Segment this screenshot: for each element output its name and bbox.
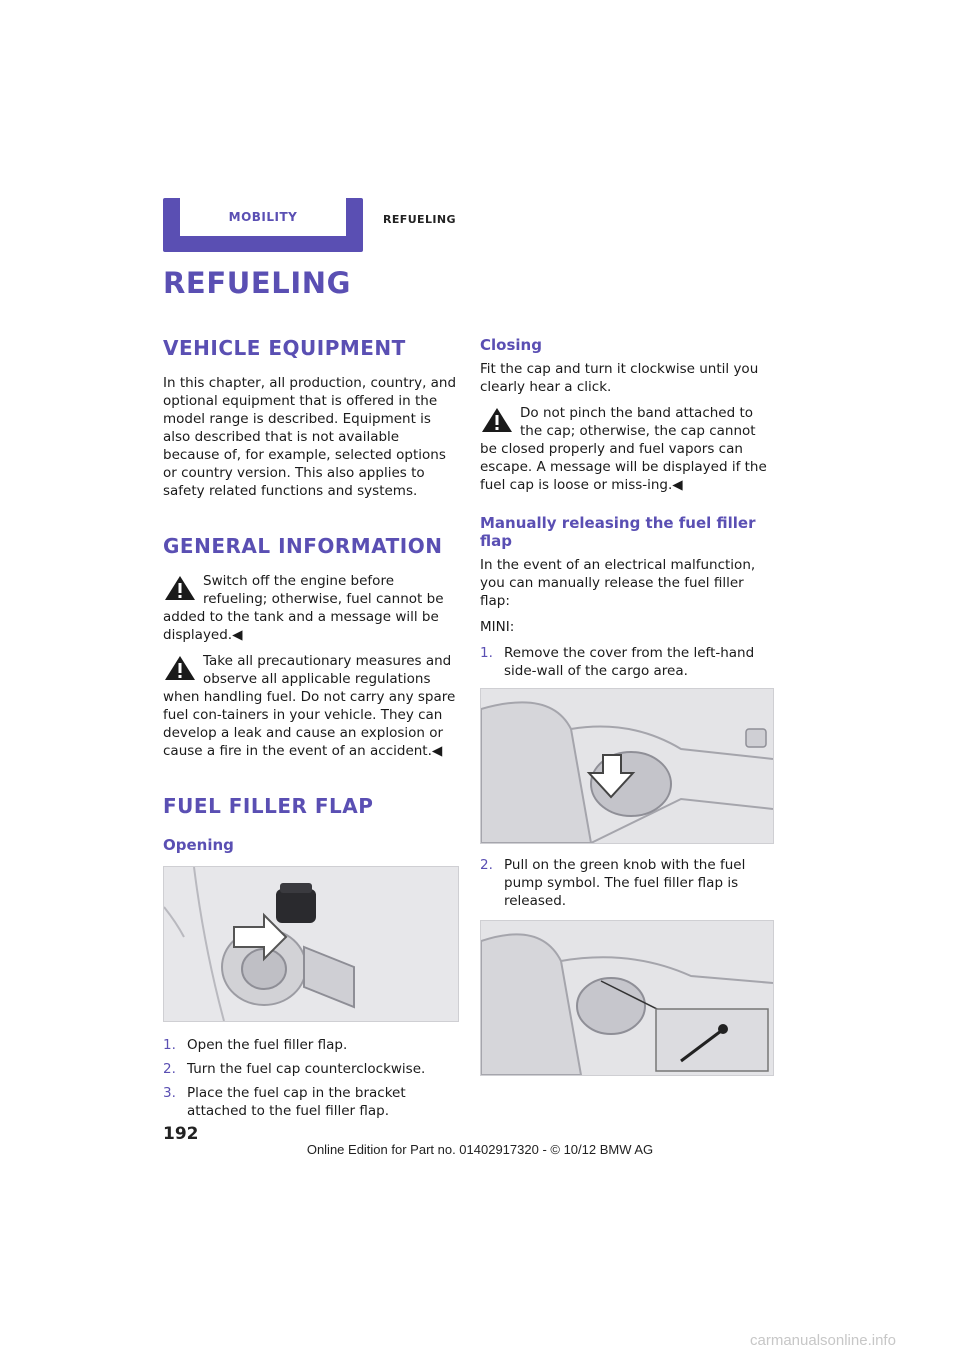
closing-text: Fit the cap and turn it clockwise until you clearly hear a click. [480,361,759,395]
general-information-heading: GENERAL INFORMATION [163,534,443,558]
list-item: 2. Pull on the green knob with the fuel pump symbol. The fuel filler flap is released. [480,857,746,909]
manual-release-intro: In the event of an electrical malfunction, you can manually release the fuel filler flap: [480,557,756,609]
release-steps-2 [480,856,776,910]
chapter-label: REFUELING [383,213,456,226]
warning-triangle-icon [480,406,514,434]
release-knob-illustration [480,920,774,1076]
footer-text: Online Edition for Part no. 01402917320 - © 10/12 BMW AG [306,1142,654,1157]
end-mark: ◀ [232,627,243,643]
page-title: REFUELING [163,266,352,300]
left-column [163,336,459,1126]
opening-steps [163,1036,459,1120]
cargo-sidewall-illustration [480,688,774,844]
closing-warning-text: Do not pinch the band attached to the cap; otherwise, the cap cannot be closed properly and fuel vapors can escape. A message will be displayed if the fuel cap is loose or miss-ing. [480,405,767,493]
watermark: carmanualsonline.info [750,1332,896,1349]
fuel-filler-flap-illustration [163,866,459,1022]
header-section-tab-inner [180,198,346,236]
warning-triangle-icon [163,574,197,602]
release-steps-1 [480,644,776,680]
warning-block-2 [163,652,459,760]
page-number: 192 [163,1124,199,1144]
warning-triangle-icon [163,654,197,682]
end-mark: ◀ [672,477,683,493]
fuel-filler-flap-heading: FUEL FILLER FLAP [163,794,374,818]
list-item: 1. Open the fuel filler flap. [163,1037,348,1053]
list-item: 3. Place the fuel cap in the bracket attached to the fuel filler flap. [163,1085,406,1119]
vehicle-equipment-heading: VEHICLE EQUIPMENT [163,336,406,360]
opening-heading: Opening [163,836,234,854]
closing-warning-block [480,404,776,494]
header-section-tab [163,198,363,252]
warning-block-1 [163,572,459,644]
warning-1-text: Switch off the engine before refueling; otherwise, fuel cannot be added to the tank and a message will be displayed. [163,573,444,643]
right-column [480,336,776,1076]
end-mark: ◀ [431,743,443,759]
vehicle-equipment-text: In this chapter, all production, country, and optional equipment that is offered in the model range is described. Equipment is also described that is not available because of, for example, selected options or country version. This also applies to safety related functions and systems. [163,375,457,499]
closing-heading: Closing [480,336,542,354]
warning-2-text: Take all precautionary measures and observe all applicable regulations when handling fuel. Do not carry any spare fuel con-tainers in your vehicle. They can develop a leak and cause an explosion or cause a fire in the event of an accident. [163,653,456,759]
list-item: 2. Turn the fuel cap counterclockwise. [163,1061,426,1077]
manual-release-model: MINI: [480,619,515,635]
manual-release-heading: Manually releasing the fuel filler flap [480,514,756,550]
section-label: MOBILITY [228,210,298,224]
list-item: 1. Remove the cover from the left-hand side-wall of the cargo area. [480,645,755,679]
